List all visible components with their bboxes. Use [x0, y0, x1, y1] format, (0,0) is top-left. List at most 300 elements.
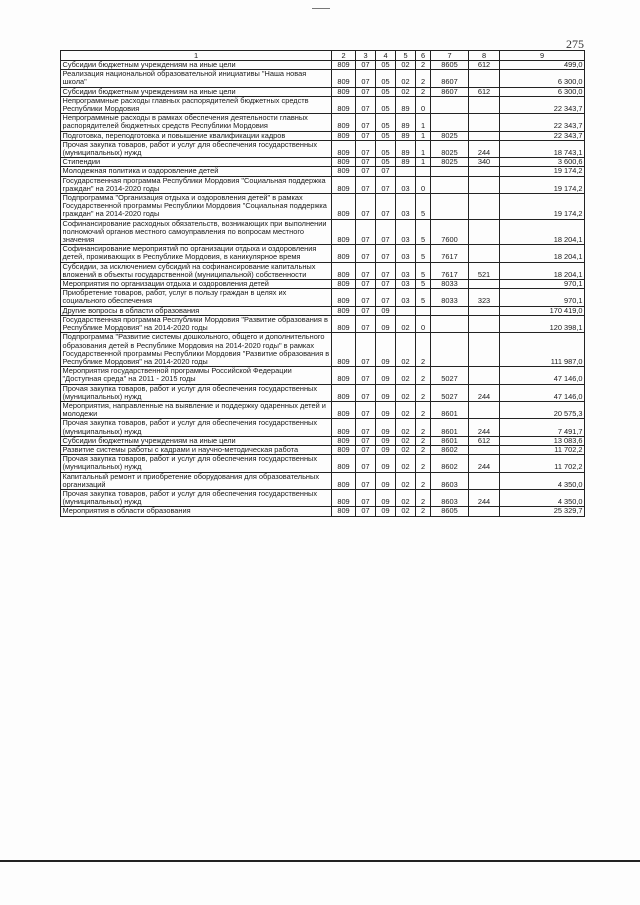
row-name: Развитие системы работы с кадрами и научно-методическая работа — [61, 445, 332, 454]
row-amount: 18 743,1 — [500, 140, 585, 157]
table-row — [61, 472, 585, 489]
row-admin-code: 809 — [332, 419, 356, 436]
table-row — [61, 167, 585, 176]
row-section: 07 — [356, 219, 376, 245]
table-row — [61, 489, 585, 506]
row-admin-code: 809 — [332, 315, 356, 332]
table-row — [61, 61, 585, 70]
row-admin-code: 809 — [332, 114, 356, 131]
row-direction: 8025 — [431, 158, 469, 167]
row-expense-type: 323 — [469, 289, 500, 306]
row-expense-type — [469, 176, 500, 193]
row-section: 07 — [356, 158, 376, 167]
row-subprogram: 2 — [416, 401, 431, 418]
row-name: Мероприятия по организации отдыха и оздоровления детей — [61, 280, 332, 289]
row-admin-code: 809 — [332, 96, 356, 113]
row-direction — [431, 194, 469, 220]
row-expense-type: 244 — [469, 455, 500, 472]
row-amount: 22 343,7 — [500, 96, 585, 113]
row-expense-type — [469, 114, 500, 131]
table-row — [61, 436, 585, 445]
row-amount: 18 204,1 — [500, 262, 585, 279]
row-section: 07 — [356, 384, 376, 401]
row-subsection: 09 — [376, 384, 396, 401]
row-expense-type: 521 — [469, 262, 500, 279]
row-program: 03 — [396, 176, 416, 193]
row-subprogram: 5 — [416, 262, 431, 279]
col-header-9: 9 — [500, 51, 585, 61]
row-amount: 22 343,7 — [500, 114, 585, 131]
row-subprogram: 0 — [416, 176, 431, 193]
row-name: Субсидии, за исключением субсидий на софинансирование капитальных вложений в объекты государственной (муниципальной) собственности — [61, 262, 332, 279]
row-admin-code: 809 — [332, 401, 356, 418]
row-name: Непрограммные расходы главных распорядителей бюджетных средств Республики Мордовия — [61, 96, 332, 113]
row-direction: 8607 — [431, 70, 469, 87]
row-amount: 970,1 — [500, 280, 585, 289]
row-subprogram: 1 — [416, 131, 431, 140]
row-direction: 8607 — [431, 87, 469, 96]
row-subprogram: 0 — [416, 96, 431, 113]
row-name: Софинансирование расходных обязательств, возникающих при выполнении полномочий органов местного самоуправления по вопросам местного значения — [61, 219, 332, 245]
row-admin-code: 809 — [332, 140, 356, 157]
col-header-3: 3 — [356, 51, 376, 61]
row-direction — [431, 96, 469, 113]
row-admin-code: 809 — [332, 131, 356, 140]
table-row — [61, 158, 585, 167]
row-expense-type — [469, 280, 500, 289]
row-admin-code: 809 — [332, 384, 356, 401]
row-program — [396, 167, 416, 176]
row-expense-type — [469, 333, 500, 367]
row-program: 03 — [396, 280, 416, 289]
col-header-6: 6 — [416, 51, 431, 61]
row-amount: 120 398,1 — [500, 315, 585, 332]
row-program: 02 — [396, 489, 416, 506]
row-expense-type: 244 — [469, 140, 500, 157]
row-subprogram: 2 — [416, 87, 431, 96]
row-expense-type — [469, 306, 500, 315]
table-row — [61, 87, 585, 96]
row-program: 02 — [396, 87, 416, 96]
row-subprogram: 2 — [416, 333, 431, 367]
row-direction — [431, 315, 469, 332]
row-amount: 3 600,6 — [500, 158, 585, 167]
row-program: 02 — [396, 61, 416, 70]
table-row — [61, 176, 585, 193]
row-subprogram: 5 — [416, 194, 431, 220]
row-program: 03 — [396, 219, 416, 245]
row-amount: 18 204,1 — [500, 245, 585, 262]
row-admin-code: 809 — [332, 245, 356, 262]
row-subsection: 09 — [376, 333, 396, 367]
row-direction: 8603 — [431, 489, 469, 506]
table-row — [61, 245, 585, 262]
row-admin-code: 809 — [332, 219, 356, 245]
row-name: Государственная программа Республики Мордовия "Социальная поддержка граждан" на 2014-2020 годы — [61, 176, 332, 193]
row-subsection: 05 — [376, 140, 396, 157]
row-subprogram: 0 — [416, 315, 431, 332]
row-program: 02 — [396, 419, 416, 436]
table-row — [61, 289, 585, 306]
row-subprogram: 1 — [416, 140, 431, 157]
col-header-7: 7 — [431, 51, 469, 61]
budget-table — [60, 50, 585, 517]
row-section: 07 — [356, 176, 376, 193]
row-name: Непрограммные расходы в рамках обеспечения деятельности главных распорядителей бюджетных средств Республики Мордовия — [61, 114, 332, 131]
table-row — [61, 384, 585, 401]
row-admin-code: 809 — [332, 489, 356, 506]
row-section: 07 — [356, 436, 376, 445]
row-name: Мероприятия, направленные на выявление и поддержку одаренных детей и молодежи — [61, 401, 332, 418]
row-program: 02 — [396, 455, 416, 472]
row-program: 03 — [396, 262, 416, 279]
col-header-2: 2 — [332, 51, 356, 61]
row-name: Прочая закупка товаров, работ и услуг для обеспечения государственных (муниципальных) нужд — [61, 489, 332, 506]
row-expense-type — [469, 315, 500, 332]
row-direction: 8605 — [431, 61, 469, 70]
row-program: 89 — [396, 140, 416, 157]
row-section: 07 — [356, 289, 376, 306]
row-expense-type — [469, 70, 500, 87]
row-amount: 18 204,1 — [500, 219, 585, 245]
row-amount: 170 419,0 — [500, 306, 585, 315]
row-direction: 8025 — [431, 131, 469, 140]
row-direction: 5027 — [431, 367, 469, 384]
table-row — [61, 367, 585, 384]
table-row — [61, 131, 585, 140]
row-direction: 7617 — [431, 262, 469, 279]
table-row — [61, 315, 585, 332]
row-section: 07 — [356, 455, 376, 472]
row-subsection: 05 — [376, 70, 396, 87]
row-amount: 111 987,0 — [500, 333, 585, 367]
row-expense-type — [469, 194, 500, 220]
row-section: 07 — [356, 114, 376, 131]
row-program: 02 — [396, 507, 416, 516]
table-row — [61, 507, 585, 516]
row-expense-type: 244 — [469, 489, 500, 506]
row-section: 07 — [356, 131, 376, 140]
table-row — [61, 70, 585, 87]
row-subprogram: 2 — [416, 455, 431, 472]
row-expense-type — [469, 472, 500, 489]
table-row — [61, 194, 585, 220]
row-subsection: 05 — [376, 131, 396, 140]
row-admin-code: 809 — [332, 70, 356, 87]
row-name: Мероприятия в области образования — [61, 507, 332, 516]
row-program: 02 — [396, 472, 416, 489]
row-program: 03 — [396, 289, 416, 306]
row-program: 02 — [396, 401, 416, 418]
row-section: 07 — [356, 96, 376, 113]
row-direction: 8602 — [431, 455, 469, 472]
col-header-1: 1 — [61, 51, 332, 61]
table-row — [61, 306, 585, 315]
row-amount: 47 146,0 — [500, 367, 585, 384]
row-direction: 8603 — [431, 472, 469, 489]
row-subprogram: 2 — [416, 445, 431, 454]
row-admin-code: 809 — [332, 507, 356, 516]
row-program: 03 — [396, 194, 416, 220]
row-amount: 6 300,0 — [500, 87, 585, 96]
row-amount: 25 329,7 — [500, 507, 585, 516]
row-amount: 19 174,2 — [500, 167, 585, 176]
table-row — [61, 401, 585, 418]
row-subprogram: 2 — [416, 472, 431, 489]
table-row — [61, 114, 585, 131]
row-direction: 8605 — [431, 507, 469, 516]
row-expense-type: 340 — [469, 158, 500, 167]
row-direction: 5027 — [431, 384, 469, 401]
row-expense-type: 612 — [469, 436, 500, 445]
row-section: 07 — [356, 262, 376, 279]
row-section: 07 — [356, 367, 376, 384]
row-direction: 8025 — [431, 140, 469, 157]
row-expense-type — [469, 96, 500, 113]
row-subsection: 05 — [376, 87, 396, 96]
row-name: Прочая закупка товаров, работ и услуг для обеспечения государственных (муниципальных) нужд — [61, 455, 332, 472]
row-amount: 47 146,0 — [500, 384, 585, 401]
row-program: 02 — [396, 315, 416, 332]
row-subprogram: 2 — [416, 367, 431, 384]
row-amount: 970,1 — [500, 289, 585, 306]
row-section: 07 — [356, 419, 376, 436]
row-expense-type: 244 — [469, 384, 500, 401]
row-program: 89 — [396, 96, 416, 113]
row-direction — [431, 114, 469, 131]
row-amount: 6 300,0 — [500, 70, 585, 87]
row-name: Реализация национальной образовательной инициативы "Наша новая школа" — [61, 70, 332, 87]
row-subprogram — [416, 306, 431, 315]
row-program — [396, 306, 416, 315]
row-subsection: 07 — [376, 167, 396, 176]
row-subsection: 07 — [376, 280, 396, 289]
row-subprogram: 2 — [416, 384, 431, 401]
row-name: Прочая закупка товаров, работ и услуг для обеспечения государственных (муниципальных) нужд — [61, 419, 332, 436]
row-admin-code: 809 — [332, 61, 356, 70]
table-row — [61, 280, 585, 289]
row-subprogram: 2 — [416, 70, 431, 87]
row-expense-type — [469, 167, 500, 176]
row-admin-code: 809 — [332, 280, 356, 289]
row-admin-code: 809 — [332, 306, 356, 315]
row-section: 07 — [356, 333, 376, 367]
row-section: 07 — [356, 167, 376, 176]
table-header-row — [61, 51, 585, 61]
row-subprogram — [416, 167, 431, 176]
row-subsection: 05 — [376, 96, 396, 113]
row-program: 89 — [396, 114, 416, 131]
row-amount: 11 702,2 — [500, 455, 585, 472]
row-name: Субсидии бюджетным учреждениям на иные цели — [61, 61, 332, 70]
row-subsection: 09 — [376, 455, 396, 472]
row-expense-type — [469, 507, 500, 516]
row-section: 07 — [356, 87, 376, 96]
row-subprogram: 5 — [416, 219, 431, 245]
row-name: Подпрограмма "Развитие системы дошкольного, общего и дополнительного образования детей в Республике Мордовия на 2014-2020 годы" в рамках Государственной программы Республики Мордовия "Развитие образования в Республике Мордовия" на 2014-2020 годы — [61, 333, 332, 367]
table-row — [61, 219, 585, 245]
row-subprogram: 5 — [416, 289, 431, 306]
row-name: Подпрограмма "Организация отдыха и оздоровления детей" в рамках Государственной программы Республики Мордовия "Социальная поддержка граждан" на 2014-2020 годы — [61, 194, 332, 220]
row-direction: 8601 — [431, 401, 469, 418]
row-name: Государственная программа Республики Мордовия "Развитие образования в Республике Мордовия" на 2014-2020 годы — [61, 315, 332, 332]
row-section: 07 — [356, 507, 376, 516]
row-direction: 8602 — [431, 445, 469, 454]
row-amount: 4 350,0 — [500, 489, 585, 506]
row-admin-code: 809 — [332, 436, 356, 445]
row-program: 02 — [396, 70, 416, 87]
row-expense-type — [469, 445, 500, 454]
row-expense-type — [469, 131, 500, 140]
row-name: Стипендии — [61, 158, 332, 167]
row-admin-code: 809 — [332, 455, 356, 472]
row-subprogram: 2 — [416, 507, 431, 516]
row-subsection: 09 — [376, 489, 396, 506]
row-amount: 11 702,2 — [500, 445, 585, 454]
row-direction — [431, 306, 469, 315]
row-program: 02 — [396, 445, 416, 454]
page-bottom-rule — [0, 860, 640, 862]
row-section: 07 — [356, 194, 376, 220]
page-number: 275 — [566, 37, 584, 51]
row-subsection: 09 — [376, 436, 396, 445]
row-admin-code: 809 — [332, 262, 356, 279]
row-section: 07 — [356, 472, 376, 489]
row-subsection: 09 — [376, 472, 396, 489]
table-row — [61, 333, 585, 367]
row-subsection: 07 — [376, 194, 396, 220]
table-body — [61, 61, 585, 517]
row-expense-type: 244 — [469, 419, 500, 436]
row-subprogram: 2 — [416, 61, 431, 70]
row-subsection: 07 — [376, 219, 396, 245]
row-subsection: 09 — [376, 445, 396, 454]
row-subsection: 09 — [376, 306, 396, 315]
row-subsection: 07 — [376, 289, 396, 306]
row-subprogram: 2 — [416, 489, 431, 506]
row-amount: 22 343,7 — [500, 131, 585, 140]
row-subsection: 07 — [376, 262, 396, 279]
row-name: Прочая закупка товаров, работ и услуг для обеспечения государственных (муниципальных) нужд — [61, 140, 332, 157]
row-expense-type — [469, 367, 500, 384]
row-amount: 13 083,6 — [500, 436, 585, 445]
row-section: 07 — [356, 245, 376, 262]
row-admin-code: 809 — [332, 289, 356, 306]
row-admin-code: 809 — [332, 87, 356, 96]
table-row — [61, 445, 585, 454]
table-row — [61, 96, 585, 113]
row-name: Прочая закупка товаров, работ и услуг для обеспечения государственных (муниципальных) нужд — [61, 384, 332, 401]
row-name: Субсидии бюджетным учреждениям на иные цели — [61, 436, 332, 445]
row-program: 02 — [396, 367, 416, 384]
col-header-8: 8 — [469, 51, 500, 61]
row-section: 07 — [356, 445, 376, 454]
row-subprogram: 5 — [416, 245, 431, 262]
row-direction: 8033 — [431, 280, 469, 289]
row-subsection: 09 — [376, 315, 396, 332]
row-subsection: 09 — [376, 367, 396, 384]
row-amount: 499,0 — [500, 61, 585, 70]
row-section: 07 — [356, 489, 376, 506]
table-row — [61, 419, 585, 436]
row-section: 07 — [356, 315, 376, 332]
row-admin-code: 809 — [332, 333, 356, 367]
row-expense-type — [469, 219, 500, 245]
row-admin-code: 809 — [332, 367, 356, 384]
row-direction: 8601 — [431, 436, 469, 445]
row-name: Мероприятия государственной программы Российской Федерации "Доступная среда" на 2011 - 2015 годы — [61, 367, 332, 384]
row-direction — [431, 333, 469, 367]
row-subsection: 07 — [376, 245, 396, 262]
row-name: Приобретение товаров, работ, услуг в пользу граждан в целях их социального обеспечения — [61, 289, 332, 306]
row-program: 02 — [396, 333, 416, 367]
row-name: Молодежная политика и оздоровление детей — [61, 167, 332, 176]
row-direction: 7617 — [431, 245, 469, 262]
row-admin-code: 809 — [332, 176, 356, 193]
row-name: Подготовка, переподготовка и повышение квалификации кадров — [61, 131, 332, 140]
scan-artifact — [312, 8, 330, 9]
row-amount: 19 174,2 — [500, 194, 585, 220]
row-subprogram: 1 — [416, 158, 431, 167]
row-program: 89 — [396, 158, 416, 167]
row-direction: 8033 — [431, 289, 469, 306]
row-subprogram: 2 — [416, 419, 431, 436]
row-expense-type: 612 — [469, 87, 500, 96]
row-section: 07 — [356, 70, 376, 87]
row-name: Субсидии бюджетным учреждениям на иные цели — [61, 87, 332, 96]
row-subsection: 05 — [376, 61, 396, 70]
row-section: 07 — [356, 280, 376, 289]
row-section: 07 — [356, 140, 376, 157]
row-program: 02 — [396, 436, 416, 445]
row-amount: 19 174,2 — [500, 176, 585, 193]
row-subprogram: 5 — [416, 280, 431, 289]
row-amount: 4 350,0 — [500, 472, 585, 489]
row-subsection: 05 — [376, 114, 396, 131]
row-admin-code: 809 — [332, 167, 356, 176]
row-expense-type: 612 — [469, 61, 500, 70]
row-direction: 8601 — [431, 419, 469, 436]
row-subprogram: 2 — [416, 436, 431, 445]
col-header-5: 5 — [396, 51, 416, 61]
row-direction — [431, 167, 469, 176]
table-row — [61, 262, 585, 279]
table-row — [61, 455, 585, 472]
row-program: 02 — [396, 384, 416, 401]
row-expense-type — [469, 245, 500, 262]
row-section: 07 — [356, 61, 376, 70]
row-direction — [431, 176, 469, 193]
row-admin-code: 809 — [332, 158, 356, 167]
row-expense-type — [469, 401, 500, 418]
row-admin-code: 809 — [332, 445, 356, 454]
row-name: Другие вопросы в области образования — [61, 306, 332, 315]
row-subsection: 09 — [376, 507, 396, 516]
row-subsection: 09 — [376, 419, 396, 436]
col-header-4: 4 — [376, 51, 396, 61]
row-amount: 20 575,3 — [500, 401, 585, 418]
row-name: Софинансирование мероприятий по организации отдыха и оздоровления детей, проживающих в Республике Мордовия, в каникулярное время — [61, 245, 332, 262]
row-direction: 7600 — [431, 219, 469, 245]
row-subsection: 09 — [376, 401, 396, 418]
row-program: 89 — [396, 131, 416, 140]
row-program: 03 — [396, 245, 416, 262]
table-row — [61, 140, 585, 157]
row-admin-code: 809 — [332, 472, 356, 489]
row-subsection: 05 — [376, 158, 396, 167]
row-amount: 7 491,7 — [500, 419, 585, 436]
row-section: 07 — [356, 401, 376, 418]
